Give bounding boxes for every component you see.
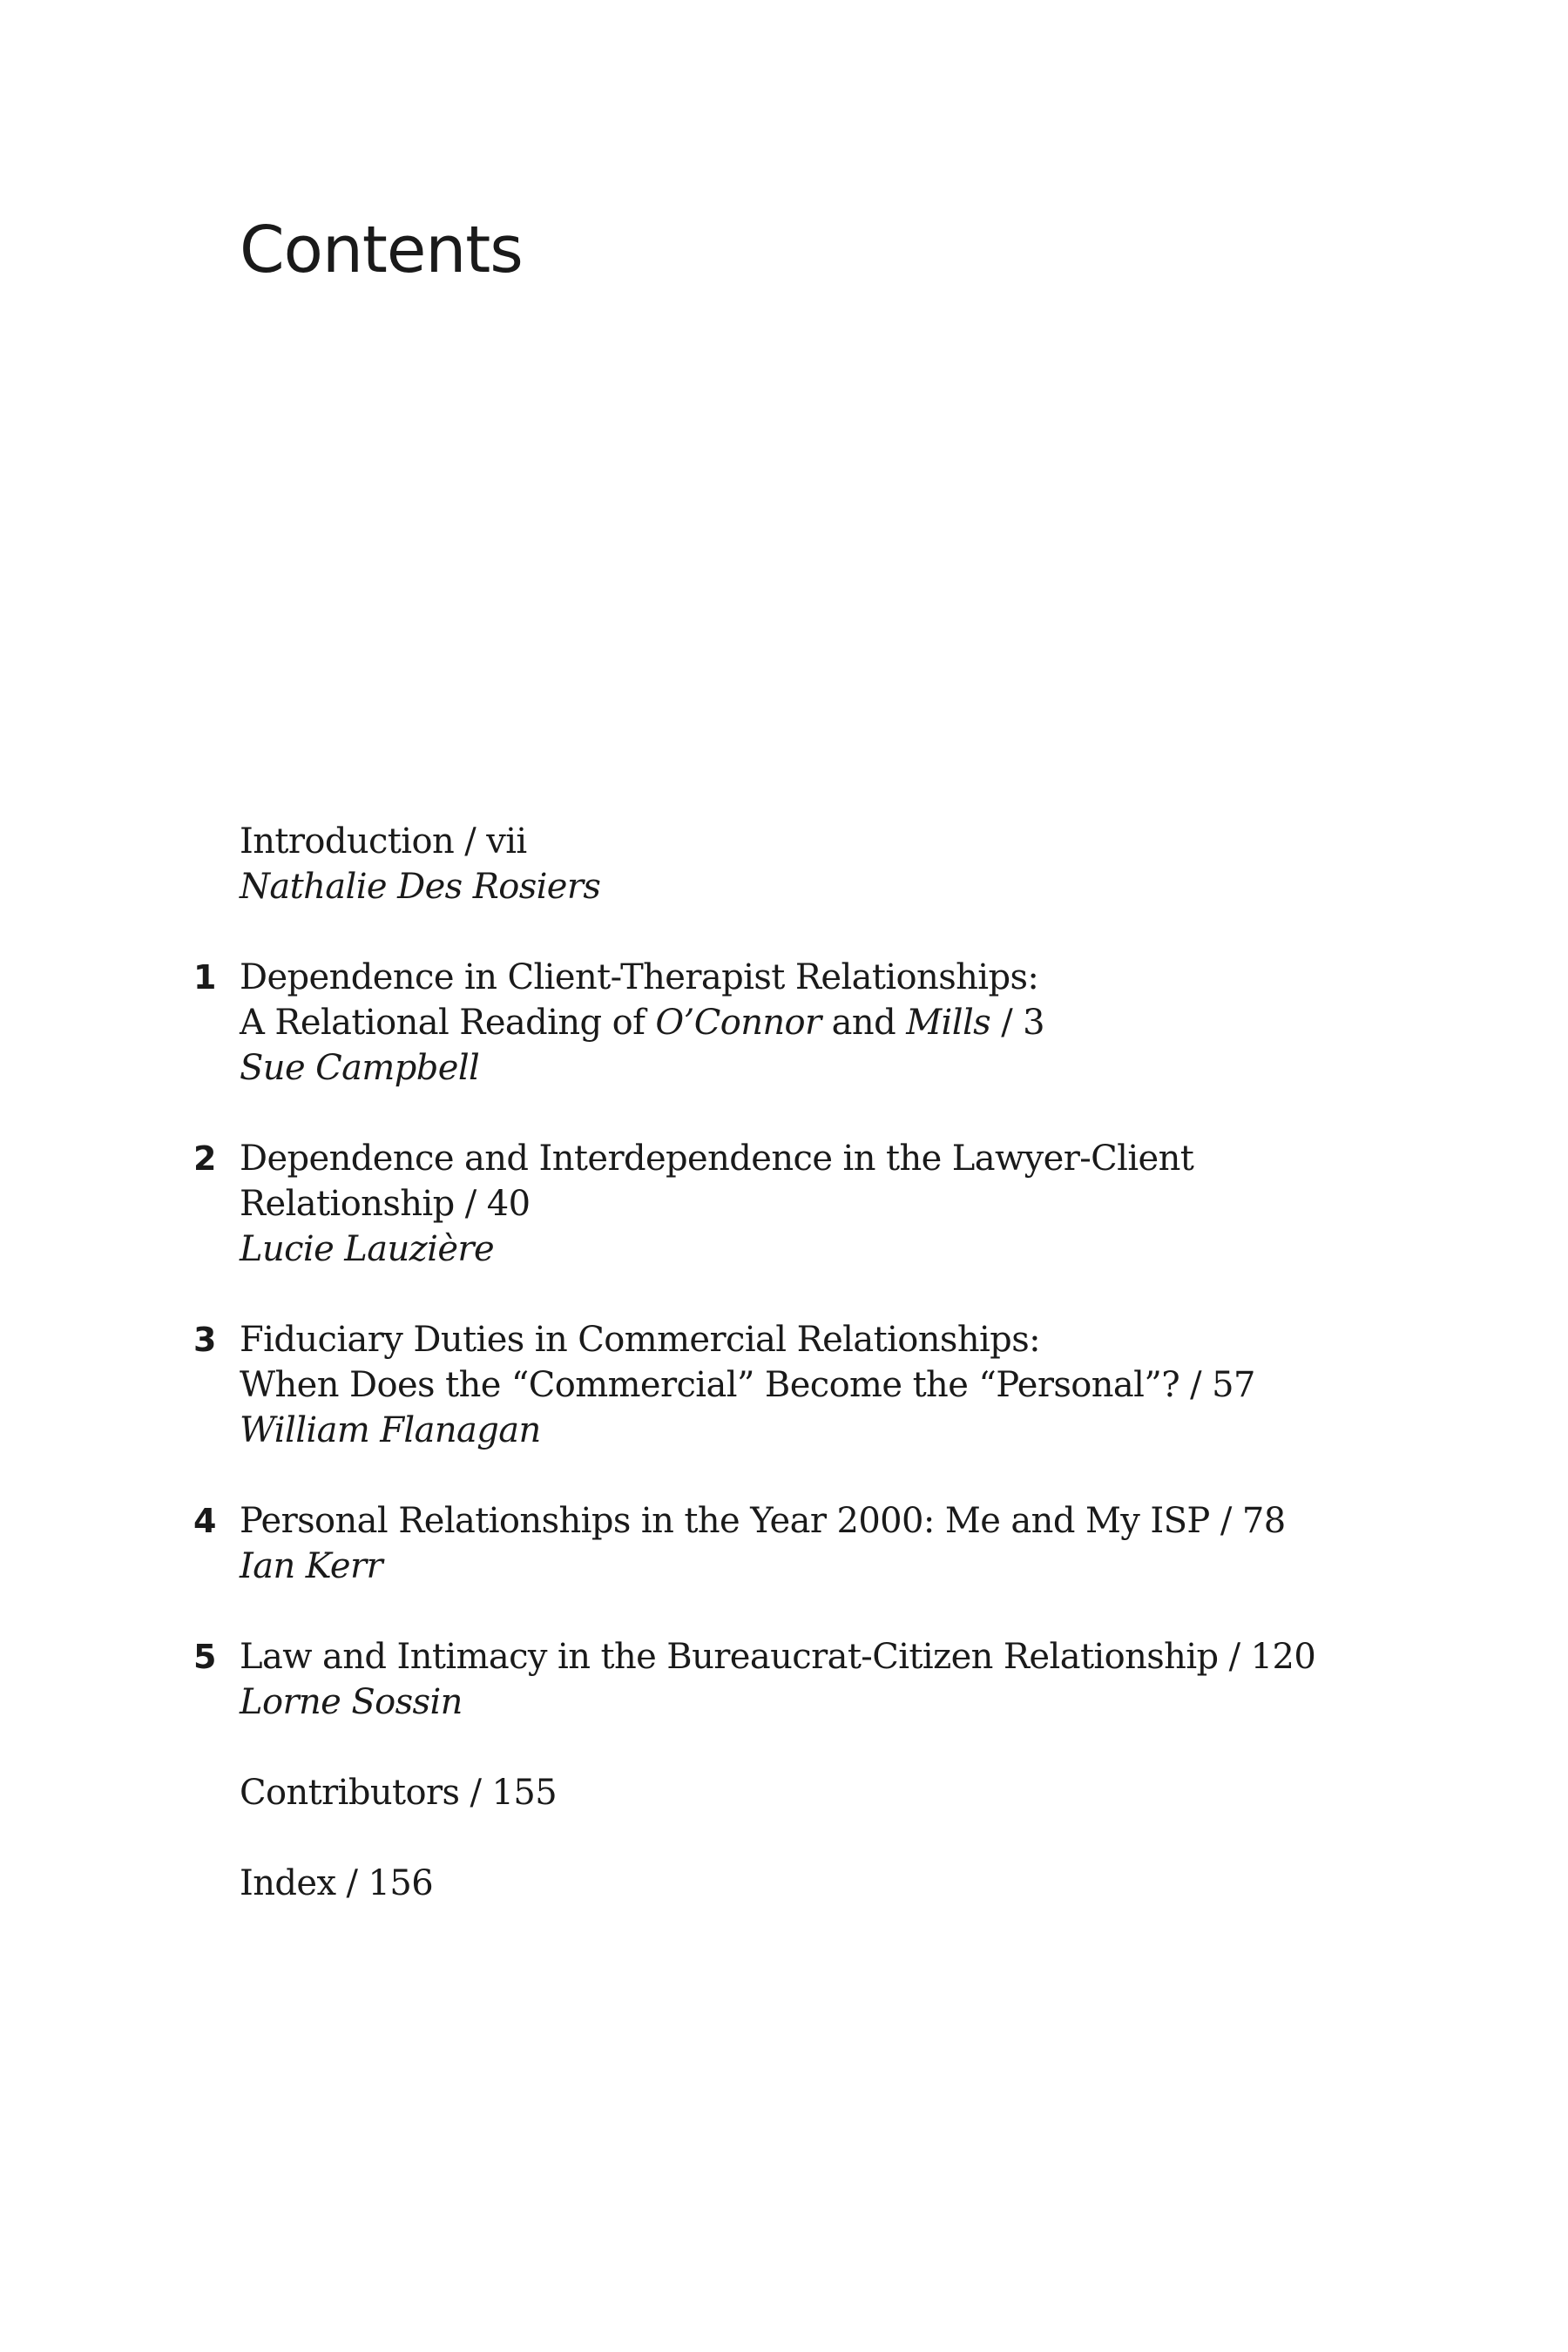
toc-entry-title-line-1: Dependence in Client-Therapist Relationships: [240, 957, 1039, 997]
chapter-number: 2 [193, 1139, 216, 1178]
case-name-mills: Mills [906, 1003, 991, 1043]
toc-entry-author: Nathalie Des Rosiers [240, 867, 601, 907]
toc-entry-index [240, 1861, 1372, 1906]
toc-entry-author: William Flanagan [240, 1410, 541, 1450]
toc-entry-author: Lorne Sossin [240, 1682, 463, 1722]
toc-entry-author: Ian Kerr [240, 1546, 383, 1586]
toc-entry-title-line-1: Law and Intimacy in the Bureaucrat-Citizen Relationship / 120 [240, 1637, 1316, 1677]
toc-entry-chapter-2 [193, 1136, 1372, 1272]
toc-entry-title: Contributors / 155 [240, 1773, 558, 1813]
toc-entry-title: Index / 156 [240, 1863, 434, 1903]
case-name-oconnor: O’Connor [655, 1003, 821, 1043]
toc-entry-title-line-1: Personal Relationships in the Year 2000: Me and My ISP / 78 [240, 1501, 1286, 1541]
toc-entry-introduction [240, 819, 1372, 909]
toc-entry-chapter-3 [193, 1317, 1372, 1453]
title-text: A Relational Reading of [240, 1003, 656, 1043]
title-text: and [821, 1003, 907, 1043]
toc-entry-author: Sue Campbell [240, 1048, 480, 1088]
chapter-number: 3 [193, 1321, 216, 1359]
chapter-number: 1 [193, 958, 216, 997]
toc-entry-author: Lucie Lauzière [240, 1229, 495, 1269]
toc-entry-title-line-1: Fiduciary Duties in Commercial Relationships: [240, 1320, 1040, 1360]
page-title: Contents [240, 213, 523, 287]
toc-entry-chapter-1 [193, 955, 1372, 1091]
page-reference: / 3 [990, 1003, 1045, 1043]
toc-entry-title-line-2 [240, 1000, 1372, 1045]
table-of-contents [193, 819, 1372, 1951]
toc-entry-title-line-2: Relationship / 40 [240, 1184, 531, 1224]
toc-entry-chapter-4 [193, 1498, 1372, 1589]
toc-entry-title-line-2: When Does the “Commercial” Become the “Personal”? / 57 [240, 1365, 1255, 1405]
toc-entry-chapter-5 [193, 1634, 1372, 1725]
toc-entry-title: Introduction / vii [240, 821, 527, 862]
toc-entry-title-line-1: Dependence and Interdependence in the Lawyer-Client [240, 1139, 1194, 1179]
chapter-number: 4 [193, 1502, 216, 1540]
chapter-number: 5 [193, 1638, 216, 1676]
toc-entry-contributors [240, 1770, 1372, 1815]
